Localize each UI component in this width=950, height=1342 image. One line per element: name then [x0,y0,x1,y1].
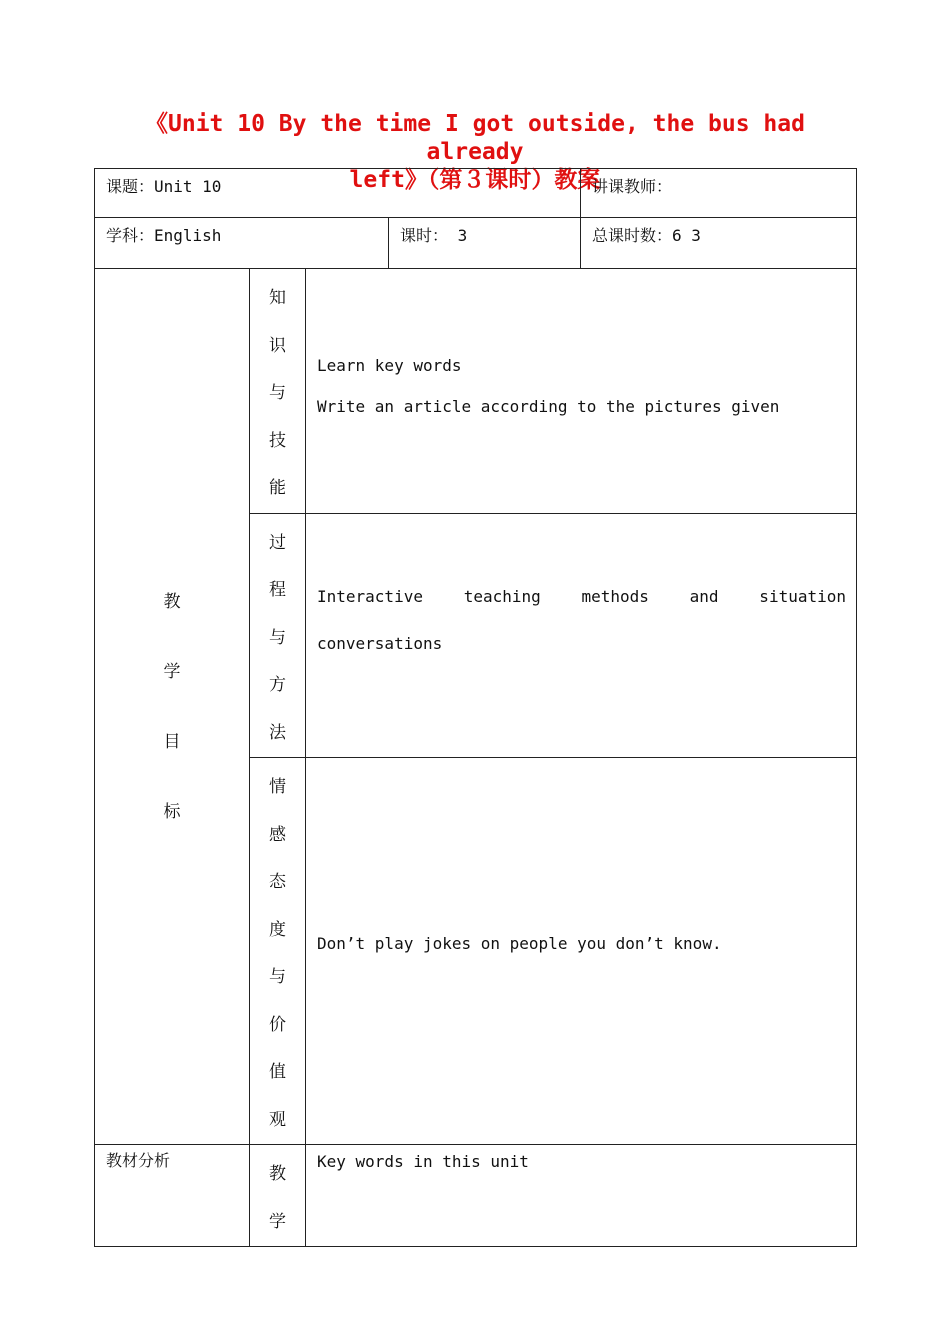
subject-text: 学科：English [106,226,222,245]
emotion-label: 情 感 态 度 与 价 值 观 [269,777,286,1130]
process-label: 过 程 与 方 法 [269,532,286,743]
knowledge-label: 知 识 与 技 能 [269,288,286,498]
title-line-1: 《Unit 10 By the time I got outside, the bus had already [145,111,805,165]
topic-cell [95,169,581,218]
row-subject [95,218,857,269]
process-content: Interactive teaching methods and situation conversations [317,587,846,654]
row-knowledge [95,269,857,514]
goals-label: 教 学 目 标 [163,591,181,822]
title-line-2: left》（第３课时）教案 [349,167,601,193]
topic-text: 课题：Unit 10 [106,177,222,196]
emotion-content: Don’t play jokes on people you don’t know. [317,933,722,953]
analysis-label-cell [95,1145,250,1247]
analysis-sub-label-cell [250,1145,306,1247]
analysis-content-cell [306,1145,857,1247]
period-cell [389,218,581,269]
period-text: 课时： 3 [400,226,468,245]
emotion-content-cell [306,758,857,1145]
row-analysis [95,1145,857,1247]
teacher-text: 讲课教师： [592,177,673,196]
analysis-content: Key words in this unit [317,1152,529,1171]
analysis-sub-label: 教 学 [269,1164,286,1232]
emotion-label-cell [250,758,306,1145]
process-content-cell [306,513,857,758]
analysis-label: 教材分析 [106,1151,171,1170]
total-periods-cell [581,218,857,269]
row-topic [95,169,857,218]
goals-label-cell [95,269,250,1145]
knowledge-content: Learn key words Write an article according to the pictures given [317,355,780,416]
knowledge-content-cell [306,269,857,514]
knowledge-label-cell [250,269,306,514]
teacher-cell [581,169,857,218]
lesson-plan-table [94,168,857,1247]
process-label-cell [250,513,306,758]
total-periods-text: 总课时数：6 3 [592,226,701,245]
subject-cell [95,218,389,269]
